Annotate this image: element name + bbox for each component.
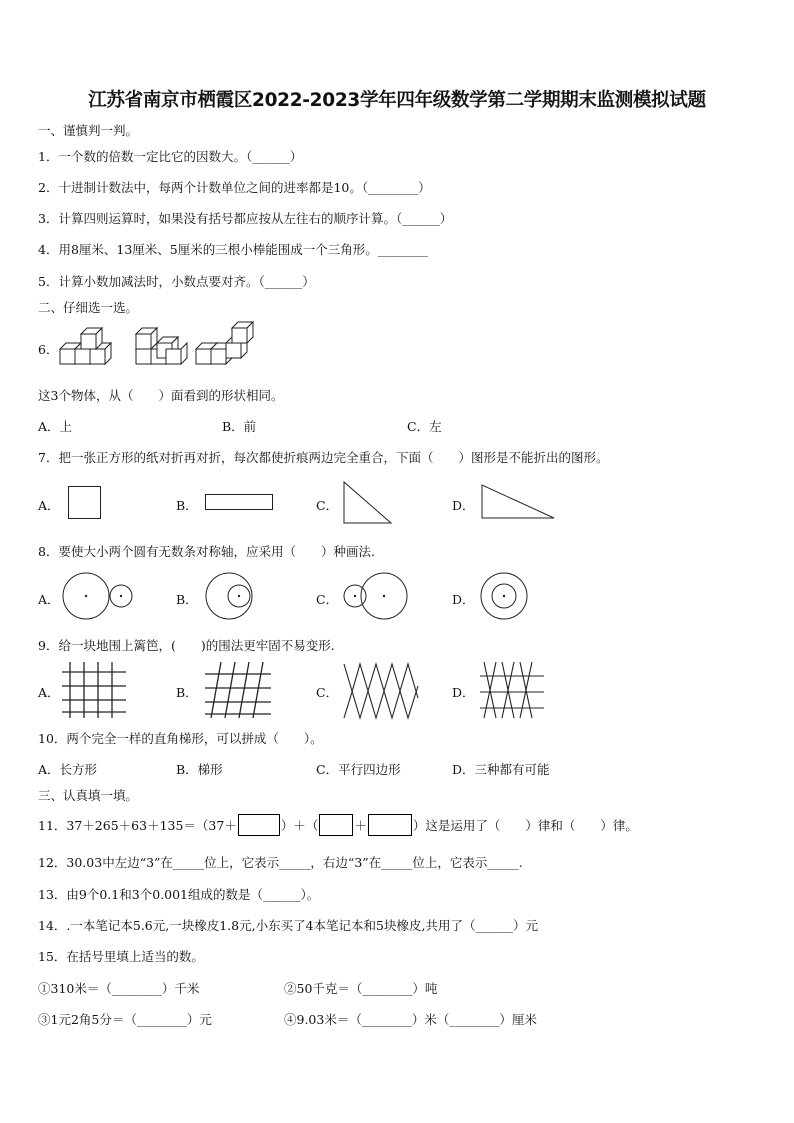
question-11 <box>38 814 638 836</box>
question-15-item-2: ②50千克＝（________）吨 <box>284 981 438 996</box>
cube-figure-2 <box>136 328 187 364</box>
question-15-item-3: ③1元2角5分＝（________）元 <box>38 1012 212 1027</box>
q7-option-a: A． <box>38 498 60 513</box>
question-7: 7．把一张正方形的纸对折再对折，每次都使折痕两边完全重合，下面（ ）图形是不能折出的图形。 <box>38 450 609 465</box>
q11-part-4: ）这是运用了（ ）律和（ ）律。 <box>412 818 638 833</box>
q10-option-b: B．梯形 <box>176 762 223 777</box>
q11-blank-2[interactable] <box>319 814 353 836</box>
question-9: 9．给一块地围上篱笆，( )的围法更牢固不易变形. <box>38 638 335 653</box>
q8-option-b: B． <box>176 592 198 607</box>
cube-figure-3 <box>196 322 253 364</box>
q8-option-c: C． <box>316 592 339 607</box>
q11-part-2: ）＋（ <box>280 818 319 833</box>
circles-c <box>342 572 412 622</box>
question-2: 2．十进制计数法中，每两个计数单位之间的进率都是10。（________） <box>38 180 431 195</box>
isosceles-right-triangle-shape <box>343 481 393 525</box>
question-6-text: 这3个物体，从（ ）面看到的形状相同。 <box>38 388 284 403</box>
right-triangle-shape <box>481 484 557 520</box>
question-14: 14．.一本笔记本5.6元,一块橡皮1.8元,小东买了4本笔记本和5块橡皮,共用了（______）元 <box>38 918 538 933</box>
q6-option-b: B．前 <box>222 419 257 434</box>
q9-option-b: B． <box>176 685 198 700</box>
question-15: 15．在括号里填上适当的数。 <box>38 949 204 964</box>
fence-zigzag-c <box>342 660 422 722</box>
question-1: 1．一个数的倍数一定比它的因数大。（______） <box>38 149 303 164</box>
q7-option-b: B． <box>176 498 198 513</box>
q9-option-a: A． <box>38 685 60 700</box>
question-12: 12．30.03中左边“3”在_____位上，它表示_____，右边“3”在_____位上，它表示_____. <box>38 855 523 870</box>
fence-crossed-grid-d <box>478 660 548 722</box>
rectangle-shape <box>205 494 275 512</box>
question-5: 5．计算小数加减法时，小数点要对齐。（______） <box>38 274 315 289</box>
q11-blank-1[interactable] <box>238 814 280 836</box>
q7-option-c: C． <box>316 498 339 513</box>
fence-slanted-grid-b <box>203 660 273 722</box>
q10-option-a: A．长方形 <box>38 762 98 777</box>
q11-part-1: 11．37＋265＋63＋135＝（37＋ <box>38 818 237 833</box>
section-1-heading: 一、谨慎判一判。 <box>38 123 139 138</box>
question-6-number: 6． <box>38 342 59 357</box>
q9-option-c: C． <box>316 685 339 700</box>
q8-option-a: A． <box>38 592 60 607</box>
page-title: 江苏省南京市栖霞区2022-2023学年四年级数学第二学期期末监测模拟试题 <box>88 90 706 111</box>
q11-part-3: ＋ <box>354 818 367 833</box>
section-2-heading: 二、仔细选一选。 <box>38 300 139 315</box>
section-3-heading: 三、认真填一填。 <box>38 788 139 803</box>
circles-b <box>205 572 255 622</box>
q10-option-d: D．三种都有可能 <box>452 762 550 777</box>
question-15-item-4: ④9.03米＝（________）米（________）厘米 <box>284 1012 537 1027</box>
question-3: 3．计算四则运算时，如果没有括号都应按从左往右的顺序计算。（______） <box>38 211 453 226</box>
question-8: 8．要使大小两个圆有无数条对称轴，应采用（ ）种画法. <box>38 544 375 559</box>
circles-a <box>62 572 142 622</box>
q7-option-d: D． <box>452 498 475 513</box>
question-15-item-1: ①310米＝（________）千米 <box>38 981 200 996</box>
question-10: 10．两个完全一样的直角梯形，可以拼成（ ）。 <box>38 731 323 746</box>
cube-figures <box>58 322 258 370</box>
q6-option-a: A．上 <box>38 419 73 434</box>
concentric-circles-d <box>480 572 530 622</box>
q10-option-c: C．平行四边形 <box>316 762 401 777</box>
q9-option-d: D． <box>452 685 475 700</box>
q6-option-c: C．左 <box>407 419 442 434</box>
question-4: 4．用8厘米、13厘米、5厘米的三根小棒能围成一个三角形。________ <box>38 242 428 257</box>
fence-square-grid-a <box>60 660 130 722</box>
q11-blank-3[interactable] <box>368 814 412 836</box>
square-shape <box>68 486 102 520</box>
question-13: 13．由9个0.1和3个0.001组成的数是（______）。 <box>38 887 320 902</box>
cube-figure-1 <box>60 328 111 364</box>
q8-option-d: D． <box>452 592 475 607</box>
